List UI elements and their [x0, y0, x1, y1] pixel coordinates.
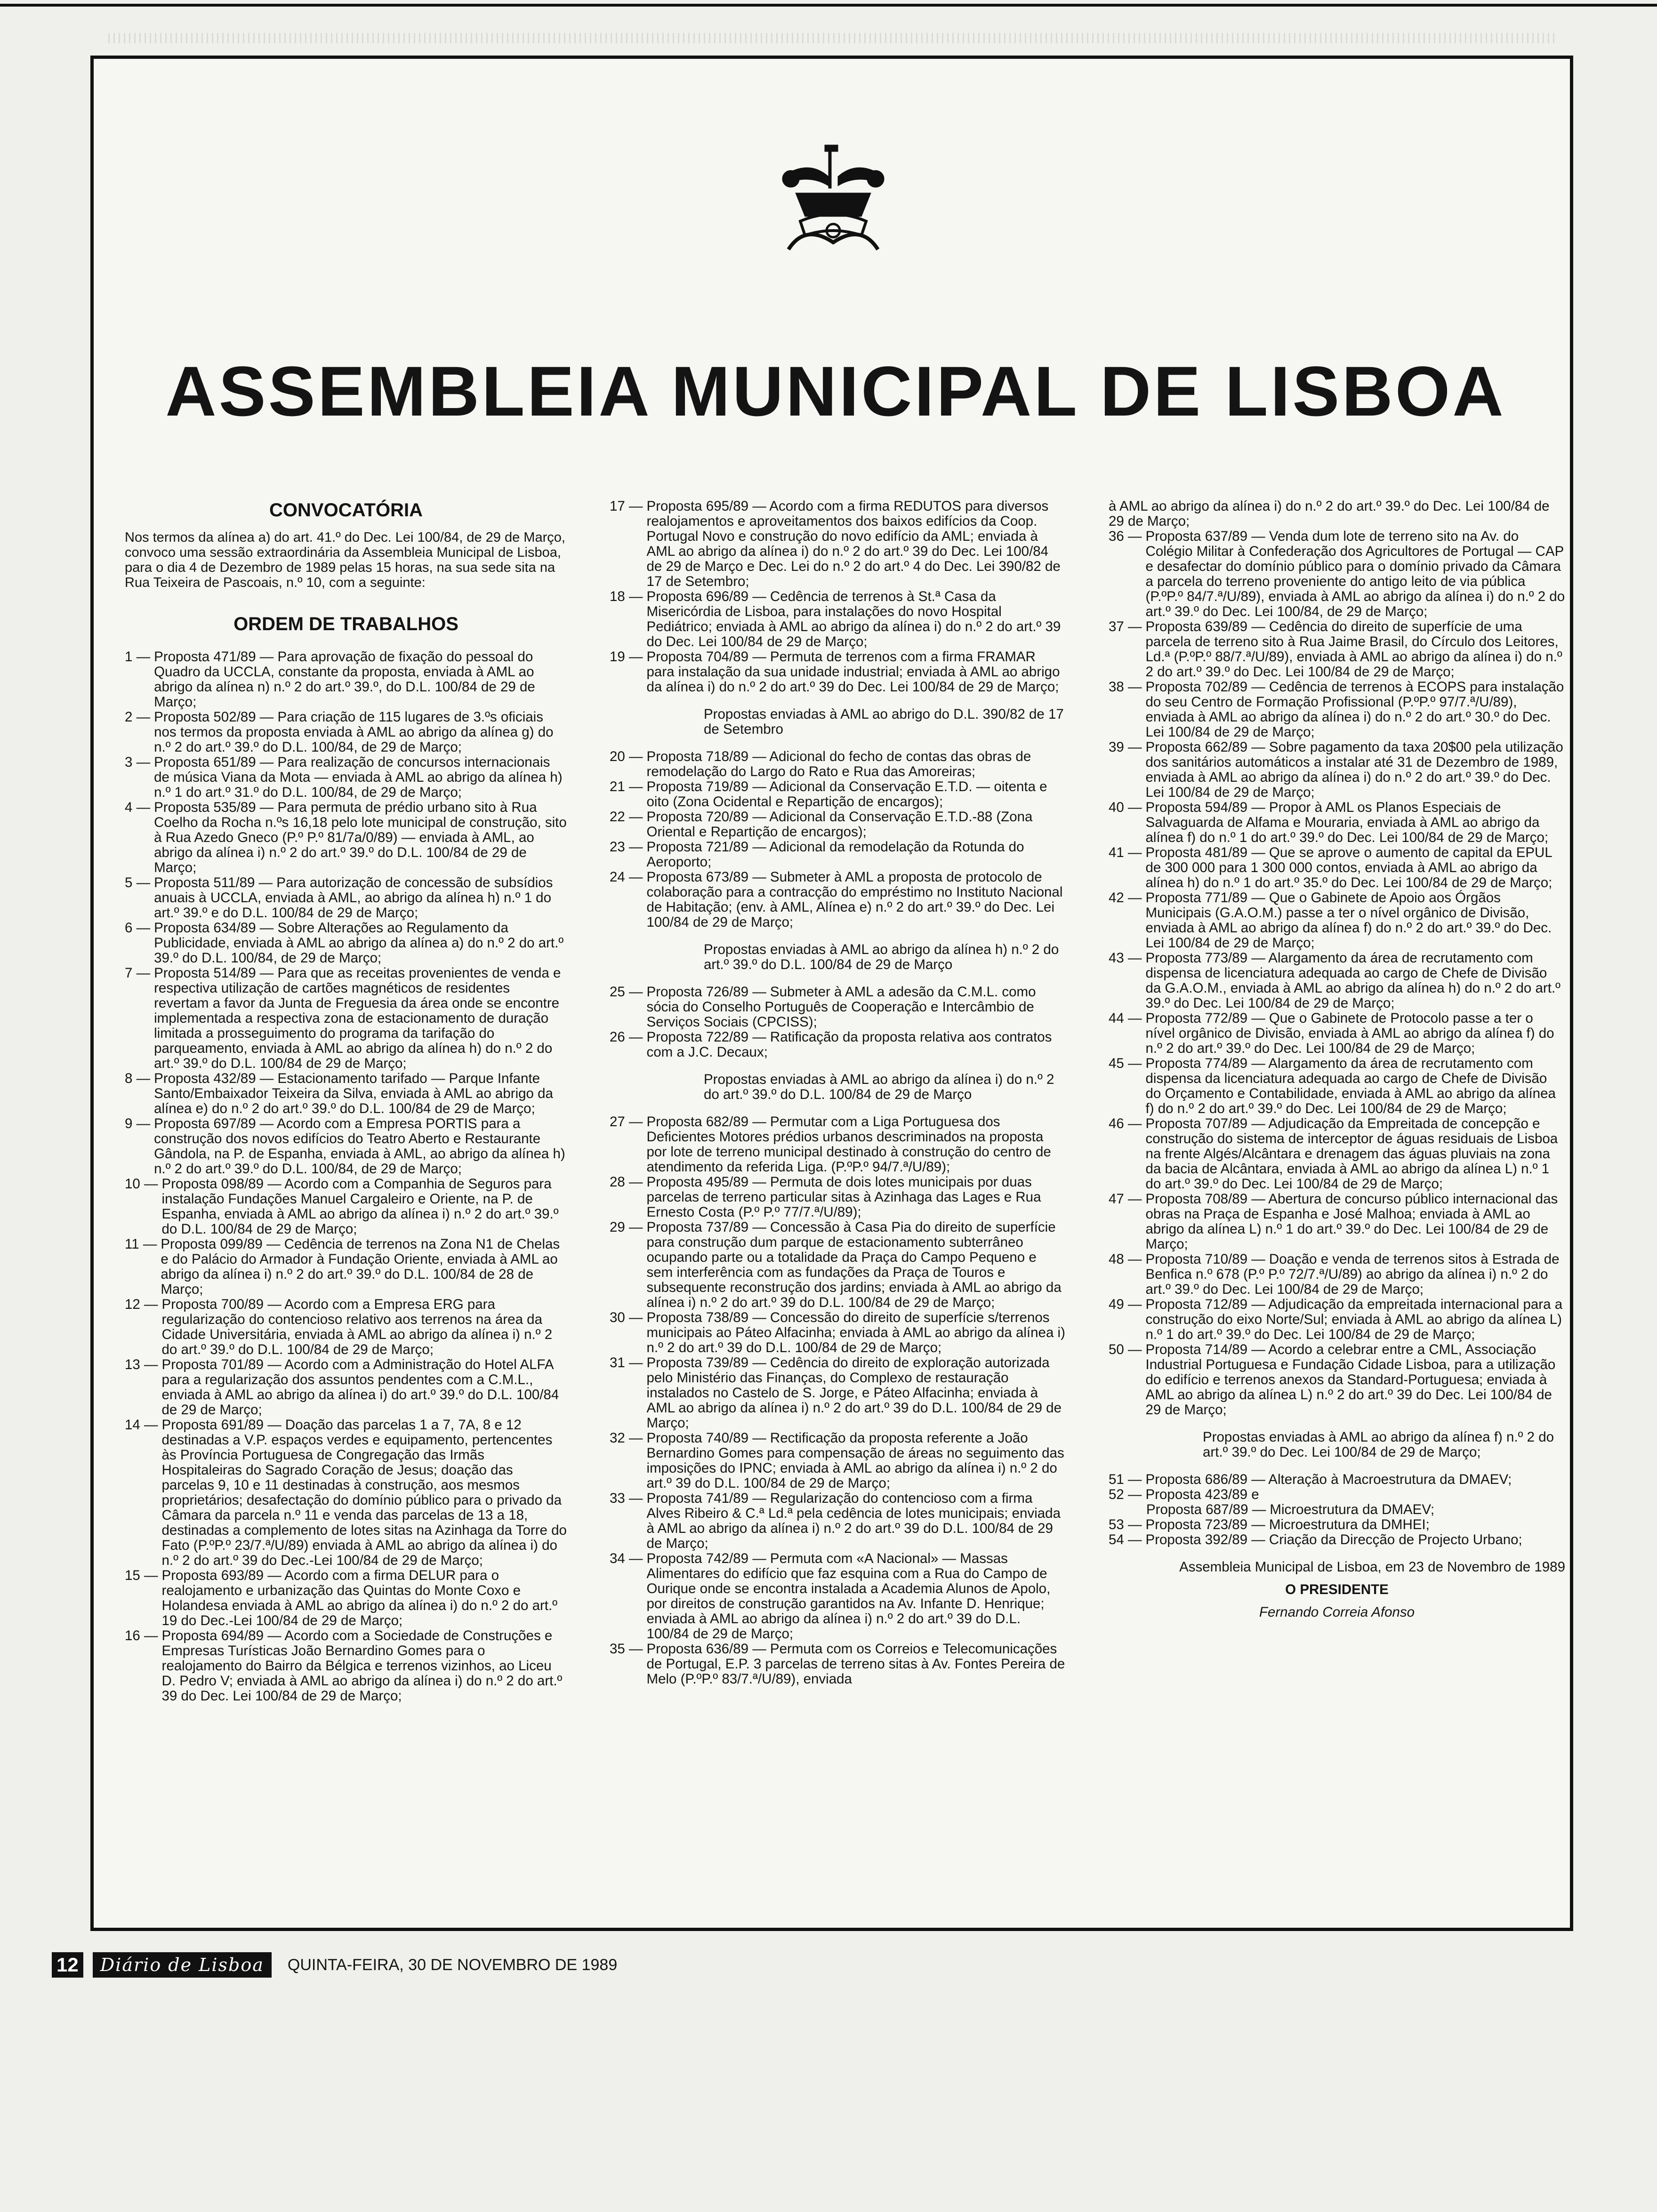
agenda-item-number: 44 —: [1109, 1010, 1142, 1026]
column-right: [1109, 499, 1565, 1620]
agenda-item: [610, 1030, 1066, 1060]
convocatoria-intro: Nos termos da alínea a) do art. 41.º do Dec. Lei 100/84, de 29 de Março, convoco uma sessão extraordinária da Assembleia Municipal de Lisboa, para o dia 4 de Dezembro de 1989 pelas 15 horas, na sua sede sita na Rua Teixeira de Pascoais, n.º 10, com a seguinte:: [125, 530, 565, 590]
agenda-item-number: 7 —: [125, 965, 151, 981]
agenda-item-text: Proposta 721/89 — Adicional da remodelação da Rotunda do Aeroporto;: [646, 839, 1024, 870]
agenda-item-number: 27 —: [610, 1114, 643, 1130]
agenda-item-number: 48 —: [1109, 1251, 1142, 1267]
agenda-item-text: Proposta 718/89 — Adicional do fecho de contas das obras de remodelação do Largo do Rato e Rua das Amoreiras;: [646, 749, 1031, 779]
agenda-sub-item: Proposta 687/89 — Microestrutura da DMAEV;: [1146, 1502, 1435, 1517]
agenda-item: [610, 649, 1066, 695]
agenda-item-number: 37 —: [1109, 619, 1142, 634]
agenda-item-number: 22 —: [610, 809, 643, 825]
agenda-item-number: 54 —: [1109, 1532, 1142, 1547]
agenda-item: [1109, 1192, 1565, 1252]
agenda-item-text: Proposta 673/89 — Submeter à AML a proposta de protocolo de colaboração para a contracção do empréstimo no Instituto Nacional de Habitação; (env. à AML, Alínea e) n.º 2 do art.º 39.º do Dec. Lei 100/84 de 29 de Março;: [646, 869, 1063, 930]
agenda-item-number: 47 —: [1109, 1191, 1142, 1207]
agenda-item-text: Proposta 771/89 — Que o Gabinete de Apoio aos Órgãos Municipais (G.A.O.M.) passe a ter o nível orgânico de Divisão, enviada à AML ao abrigo da alínea f) do n.º 2 do art.º 39.º do Dec. Lei 100/84 de 29 de Março;: [1145, 890, 1552, 951]
agenda-item-text: Proposta 722/89 — Ratificação da proposta relativa aos contratos com a J.C. Decaux;: [646, 1029, 1052, 1060]
agenda-item-number: 45 —: [1109, 1056, 1142, 1071]
page-footer: [52, 1952, 617, 1978]
agenda-item-number: 13 —: [125, 1357, 158, 1372]
agenda-item-text: Proposta 772/89 — Que o Gabinete de Protocolo passe a ter o nível orgânico de Divisão, enviada à AML ao abrigo da alínea f) do n.º 2 do art.º 39.º do Dec. Lei 100/84 de 29 de Março;: [1145, 1010, 1554, 1056]
agenda-item-number: 4 —: [125, 800, 151, 815]
agenda-item-text: Proposta 634/89 — Sobre Alterações ao Regulamento da Publicidade, enviada à AML ao abrigo da alínea a) do n.º 2 do art.º 39.º do D.L. 100/84, de 29 de Março;: [154, 920, 564, 966]
agenda-list-left: [125, 649, 567, 1704]
section-note: Propostas enviadas à AML ao abrigo do D.L. 390/82 de 17 de Setembro: [704, 706, 1064, 737]
agenda-item-text: Proposta 432/89 — Estacionamento tarifado — Parque Infante Santo/Embaixador Teixeira da Silva, enviada à AML ao abrigo da alínea e) do n.º 2 do art.º 39.º do D.L. 100/84 de 29 de Março;: [154, 1071, 553, 1116]
agenda-item-number: 41 —: [1109, 845, 1142, 860]
agenda-item: [125, 1418, 567, 1568]
agenda-item: [1109, 1011, 1565, 1056]
agenda-item-text: Proposta 708/89 — Abertura de concurso público internacional das obras na Praça de Espanha e José Malhoa; enviada à AML ao abrigo da alínea L) n.º 1 do art.º 39.º do Dec. Lei 100/84 de 29 de Março;: [1145, 1191, 1558, 1252]
agenda-item-text: Proposta 535/89 — Para permuta de prédio urbano sito à Rua Coelho da Rocha n.ºs 16,18 pelo lote municipal de construção, sito à Rua Azedo Gneco (P.º P.º 81/7a/0/89) — enviada à AML, ao abrigo da alínea i) n.º 2 do art.º 39.º do D.L. 100/84 de 29 de Março;: [154, 800, 567, 875]
agenda-item-number: 36 —: [1109, 529, 1142, 544]
ordem-trabalhos-heading: ORDEM DE TRABALHOS: [233, 614, 458, 634]
page-number: 12: [52, 1952, 83, 1978]
agenda-item-text: Proposta 739/89 — Cedência do direito de exploração autorizada pelo Ministério das Finanças, do Complexo de restauração instalados no Castelo de S. Jorge, e Páteo Alfacinha; enviada à AML ao abrigo da alínea i) n.º 2 do art.º 39 do D.L. 100/84 de 29 de Março;: [646, 1355, 1062, 1431]
agenda-item-number: 39 —: [1109, 739, 1142, 755]
agenda-item-number: 24 —: [610, 869, 643, 885]
agenda-item-text: Proposta 502/89 — Para criação de 115 lugares de 3.ºs oficiais nos termos da proposta enviada à AML ao abrigo da alínea g) do n.º 2 do art.º 39.º do D.L. 100/84, de 29 de Março;: [154, 709, 554, 755]
agenda-item: [125, 1357, 567, 1418]
agenda-item-text: Proposta 719/89 — Adicional da Conservação E.T.D. — oitenta e oito (Zona Ocidental e Repartição de encargos);: [646, 779, 1047, 809]
agenda-item-text: Proposta 741/89 — Regularização do contencioso com a firma Alves Ribeiro & C.ª Ld.ª pela cedência de lotes municipais; enviada à AML ao abrigo da alínea i) n.º 2 do art.º 39 do D.L. 100/84 de 29 de Março;: [646, 1491, 1061, 1551]
agenda-list-right: [1109, 499, 1565, 1547]
agenda-item: [1109, 1297, 1565, 1342]
agenda-item: [610, 1175, 1066, 1220]
agenda-item-text: Proposta 511/89 — Para autorização de concessão de subsídios anuais à UCCLA, enviada à AML, ao abrigo da alínea h) n.º 1 do art.º 39.º e do D.L. 100/84 de 29 de Março;: [154, 875, 553, 921]
agenda-item: [125, 1177, 567, 1237]
agenda-item: [1109, 845, 1565, 890]
agenda-item: [1109, 619, 1565, 680]
agenda-item: [1109, 951, 1565, 1011]
agenda-item-number: 5 —: [125, 875, 151, 890]
agenda-item-text: Proposta 098/89 — Acordo com a Companhia de Seguros para instalação Fundações Manuel Cargaleiro e Oriente, na P. de Espanha, enviada à AML ao abrigo da alínea i) n.º 2 do art.º 39.º do D.L. 100/84 de 29 de Março;: [161, 1176, 559, 1237]
agenda-item-text: Proposta 682/89 — Permutar com a Liga Portuguesa dos Deficientes Motores prédios urbanos descriminados na proposta por lote de terreno municipal destinado à construção do centro de atendimento da referida Liga. (P.ºP.º 94/7.ª/U/89);: [646, 1114, 1051, 1175]
agenda-item: [125, 649, 567, 710]
newspaper-masthead: Diário de Lisboa: [93, 1952, 272, 1978]
agenda-item: [125, 1237, 567, 1297]
agenda-item: [610, 1491, 1066, 1551]
section-note: Propostas enviadas à AML ao abrigo da alínea h) n.º 2 do art.º 39.º do D.L. 100/84 de 29 de Março: [704, 942, 1059, 972]
agenda-item: [1109, 680, 1565, 740]
agenda-item: [125, 710, 567, 755]
agenda-item-number: 52 —: [1109, 1487, 1142, 1502]
agenda-item-text: Proposta 639/89 — Cedência do direito de superfície de uma parcela de terreno sito à Rua Jaime Brasil, do Círculo dos Leitores, Ld.ª (P.ºP.º 88/7.ª/U/89), enviada à AML ao abrigo da alínea i) do n.º 2 do art.º 39.º do Dec. Lei 100/84 de 29 de Março;: [1145, 619, 1562, 680]
agenda-item: [125, 966, 567, 1071]
agenda-item-text: Proposta 471/89 — Para aprovação de fixação do pessoal do Quadro da UCCLA, constante da proposta, enviada à AML ao abrigo da alínea n) n.º 2 do art.º 39.º, do D.L. 100/84 de 29 de Março;: [154, 649, 535, 710]
agenda-item-text: Proposta 700/89 — Acordo com a Empresa ERG para regularização do contencioso relativo aos terrenos na área da Cidade Universitária, enviada à AML ao abrigo da alínea i) n.º 2 do art.º 39.º do D.L. 100/84 de 29 de Março;: [161, 1297, 553, 1357]
agenda-item-number: 53 —: [1109, 1517, 1142, 1532]
agenda-item-text: Proposta 710/89 — Doação e venda de terrenos sitos à Estrada de Benfica n.º 678 (P.º P.º 72/7.ª/U/89) ao abrigo da alínea i) n.º 2 do art.º 39.º do Dec. Lei 100/84 de 29 de Março;: [1145, 1251, 1560, 1297]
agenda-item: [125, 755, 567, 800]
agenda-item-number: 8 —: [125, 1071, 151, 1086]
agenda-item: [610, 840, 1066, 870]
agenda-item-text: Proposta 695/89 — Acordo com a firma REDUTOS para diversos realojamentos e aproveitamentos dos baixos edifícios da Coop. Portugal Novo e construção do novo edifício da AML; enviada à AML ao abrigo da alínea i) do n.º 2 do art.º 39 do Dec. Lei 100/84 de 29 de Março e Dec. Lei do n.º 2 do art.º 4 do Dec. Lei 390/82 de 17 de Setembro;: [646, 498, 1061, 589]
agenda-item-text: Proposta 738/89 — Concessão do direito de superfície s/terrenos municipais ao Páteo Alfacinha; enviada à AML ao abrigo da alínea i) n.º 2 do art.º 39 do D.L. 100/84 de 29 de Março;: [646, 1310, 1065, 1355]
agenda-item: [610, 1310, 1066, 1355]
agenda-item-number: 11 —: [125, 1236, 157, 1252]
agenda-item-number: 16 —: [125, 1628, 158, 1643]
agenda-item: [610, 870, 1066, 930]
agenda-item-text: Proposta 723/89 — Microestrutura da DMHEI;: [1145, 1517, 1430, 1532]
agenda-item-text: Proposta 637/89 — Venda dum lote de terreno sito na Av. do Colégio Militar à Confederação dos Agricultores de Portugal — CAP e desafectar do domínio público para o domínio privado da Câmara a parcela do terreno proveniente do antigo leito de via pública (P.ºP.º 84/7.ª/U/89), enviada à AML ao abrigo da alínea i) do n.º 2 do art.º 39.º do Dec. Lei 100/84, de 29 de Março;: [1145, 529, 1565, 619]
agenda-item-number: 34 —: [610, 1551, 643, 1566]
agenda-item: [125, 1628, 567, 1704]
agenda-item-text: Proposta 697/89 — Acordo com a Empresa PORTIS para a construção dos novos edifícios do Teatro Aberto e Restaurante Gândola, na P. de Espanha, enviada à AML, ao abrigo da alínea h) n.º 2 do art.º 39.º do D.L. 100/84, de 29 de Março;: [154, 1116, 565, 1177]
agenda-item-number: 12 —: [125, 1297, 158, 1312]
agenda-item: [125, 875, 567, 921]
agenda-item: [610, 779, 1066, 809]
agenda-item-text: Proposta 099/89 — Cedência de terrenos na Zona N1 de Chelas e do Palácio do Armador à Fundação Oriente, enviada à AML ao abrigo da alínea i) n.º 2 do art.º 39.º do D.L. 100/84 de 28 de Março;: [161, 1236, 560, 1297]
agenda-item: [1109, 529, 1565, 619]
agenda-item-number: 28 —: [610, 1174, 643, 1190]
closing-date-line: Assembleia Municipal de Lisboa, em 23 de Novembro de 1989: [1179, 1559, 1565, 1575]
agenda-item: [1109, 1487, 1565, 1502]
agenda-item: [610, 809, 1066, 840]
agenda-item: [125, 921, 567, 966]
agenda-item-number: 38 —: [1109, 679, 1142, 695]
agenda-list-middle: [610, 499, 1066, 1687]
agenda-item-number: 21 —: [610, 779, 643, 794]
agenda-item: [1109, 1252, 1565, 1297]
agenda-item-number: 10 —: [125, 1176, 158, 1192]
agenda-item-number: 30 —: [610, 1310, 643, 1325]
agenda-item-text: Proposta 694/89 — Acordo com a Sociedade de Construções e Empresas Turísticas João Bernardino Gomes para o realojamento do Bairro da Bélgica e terrenos vizinhos, ao Liceu D. Pedro V; enviada à AML ao abrigo da alínea i) do n.º 2 do art.º 39 do Dec. Lei 100/84 de 29 de Março;: [161, 1628, 563, 1704]
agenda-item: [610, 589, 1066, 649]
agenda-item: [610, 985, 1066, 1030]
agenda-item: [1109, 1342, 1565, 1418]
convocatoria-heading: CONVOCATÓRIA: [269, 500, 423, 521]
agenda-item: [610, 1551, 1066, 1642]
agenda-item-continuation: à AML ao abrigo da alínea i) do n.º 2 do art.º 39.º do Dec. Lei 100/84 de 29 de Março;: [1109, 498, 1550, 529]
agenda-item: [610, 499, 1066, 589]
agenda-item-number: 29 —: [610, 1219, 643, 1235]
agenda-item-number: 3 —: [125, 754, 151, 770]
top-rule: [0, 4, 1657, 7]
agenda-item: [125, 800, 567, 875]
agenda-item-text: Proposta 495/89 — Permuta de dois lotes municipais por duas parcelas de terreno particular sitas à Azinhaga das Lages e Rua Ernesto Costa (P.º P.º 77/7.ª/U/89);: [646, 1174, 1041, 1220]
lisbon-coat-of-arms-icon: [767, 141, 899, 259]
agenda-item-number: 40 —: [1109, 800, 1142, 815]
agenda-item-text: Proposta 726/89 — Submeter à AML a adesão da C.M.L. como sócia do Conselho Português de Cooperação e Intercâmbio de Serviços Sociais (CPCISS);: [646, 984, 1036, 1030]
agenda-item-number: 42 —: [1109, 890, 1142, 906]
agenda-item: [610, 749, 1066, 779]
agenda-item: [1109, 1056, 1565, 1116]
agenda-item: [610, 1114, 1066, 1175]
agenda-item-text: Proposta 693/89 — Acordo com a firma DELUR para o realojamento e urbanização das Quintas do Monte Coxo e Holandesa enviada à AML ao abrigo da alínea i) do n.º 2 do art.º 19 do Dec.-Lei 100/84 de 29 de Março;: [161, 1568, 557, 1628]
agenda-item-number: 20 —: [610, 749, 643, 764]
agenda-item-number: 1 —: [125, 649, 151, 665]
agenda-item-text: Proposta 737/89 — Concessão à Casa Pia do direito de superfície para construção dum parque de estacionamento subterrâneo ocupando parte ou a totalidade da Praça do Campo Pequeno e sem interferência com as fundações da Praça de Touros e subsequente reconstrução dos jardins; enviada à AML ao abrigo da alínea i) n.º 2 do art.º 39 do D.L. 100/84 de 29 de Março;: [646, 1219, 1062, 1310]
agenda-item-number: 33 —: [610, 1491, 643, 1506]
agenda-item: [610, 1220, 1066, 1310]
agenda-item: [1109, 1517, 1565, 1532]
president-title: O PRESIDENTE: [1285, 1582, 1389, 1597]
agenda-item: [610, 1642, 1066, 1687]
agenda-item: [1109, 890, 1565, 951]
agenda-item-text: Proposta 651/89 — Para realização de concursos internacionais de música Viana da Mota — enviada à AML ao abrigo da alínea h) n.º 1 do art.º 31.º do D.L. 100/84, de 29 de Março;: [154, 754, 563, 800]
agenda-item-number: 31 —: [610, 1355, 643, 1370]
agenda-item-number: 25 —: [610, 984, 643, 1000]
section-note: Propostas enviadas à AML ao abrigo da alínea f) n.º 2 do art.º 39.º do Dec. Lei 100/84 de 29 de Março;: [1203, 1429, 1554, 1460]
agenda-item-number: 26 —: [610, 1029, 643, 1045]
agenda-item-text: Proposta 691/89 — Doação das parcelas 1 a 7, 7A, 8 e 12 destinadas a V.P. espaços verdes e equipamento, pertencentes às Província Portuguesa de Congregação das Irmãs Hospitaleiras do Sagrado Coração de Jesus; doação das parcelas 9, 10 e 11 destinadas à construção, aos mesmos proprietários; desafectação do domínio público para o privado da Câmara da parcela n.º 11 e venda das parcelas de 13 a 18, destinadas a complemento de lotes sitas na Azinhaga da Torre do Fato (P.ºP.º 23/7.ª/U/89) enviada à AML ao abrigo da alínea i) do n.º 2 do art.º 39 do Dec.-Lei 100/84 de 29 de Março;: [161, 1417, 567, 1568]
agenda-item-text: Proposta 662/89 — Sobre pagamento da taxa 20$00 pela utilização dos sanitários automáticos a instalar até 31 de Dezembro de 1989, enviada à AML ao abrigo da alínea i) do n.º 2 do art.º 39.º do Dec. Lei 100/84 de 29 de Março;: [1145, 739, 1563, 800]
agenda-item: [125, 1071, 567, 1116]
agenda-item-text: Proposta 481/89 — Que se aprove o aumento de capital da EPUL de 300 000 para 1 300 000 contos, enviada à AML ao abrigo da alínea h) do n.º 1 do art.º 35.º do Dec. Lei 100/84 de 29 de Março;: [1145, 845, 1552, 890]
agenda-item-text: Proposta 696/89 — Cedência de terrenos à St.ª Casa da Misericórdia de Lisboa, para instalações do novo Hospital Pediátrico; enviada à AML ao abrigo da alínea i) do n.º 2 do art.º 39 do Dec. Lei 100/84 de 29 de Março;: [646, 589, 1061, 649]
agenda-item: [610, 1431, 1066, 1491]
agenda-item: [1109, 800, 1565, 845]
agenda-item-text: Proposta 740/89 — Rectificação da proposta referente a João Bernardino Gomes para compensação de áreas no seguimento das imposições do IPNC; enviada à AML ao abrigo da alínea i) n.º 2 do art.º 39 do D.L. 100/84 de 29 de Março;: [646, 1430, 1064, 1491]
agenda-item-number: 15 —: [125, 1568, 158, 1583]
agenda-item-text: Proposta 423/89 e: [1145, 1487, 1259, 1502]
agenda-item-number: 18 —: [610, 589, 643, 604]
agenda-item-text: Proposta 774/89 — Alargamento da área de recrutamento com dispensa da licenciatura adequada ao cargo de Chefe de Divisão do Orçamento e Contabilidade, enviada à AML ao abrigo da alínea f) do n.º 2 do art.º 39.º do Dec. Lei 100/84 de 29 de Março;: [1145, 1056, 1556, 1116]
agenda-item: [125, 1568, 567, 1628]
agenda-item-number: 9 —: [125, 1116, 151, 1131]
agenda-item-number: 35 —: [610, 1641, 643, 1657]
agenda-item-text: Proposta 707/89 — Adjudicação da Empreitada de concepção e construção do sistema de interceptor de águas residuais de Lisboa na frente Algés/Alcântara e drenagem das águas pluviais na zona da bacia de Alcântara, enviada à AML ao abrigo da alínea L) n.º 1 do art.º 39.º do Dec. Lei 100/84 de 29 de Março;: [1145, 1116, 1558, 1192]
agenda-item-text: Proposta 742/89 — Permuta com «A Nacional» — Massas Alimentares do edifício que faz esquina com a Rua do Campo de Ourique onde se encontra instalada a Academia Alunos de Apolo, por direitos de construção garantidos na Av. Infante D. Henrique; enviada à AML ao abrigo da alínea i) n.º 2 do art.º 39 do D.L. 100/84 de 29 de Março;: [646, 1551, 1051, 1642]
agenda-item-number: 32 —: [610, 1430, 643, 1446]
column-left: [125, 499, 567, 1704]
agenda-item-text: Proposta 773/89 — Alargamento da área de recrutamento com dispensa de licenciatura adequada ao cargo de Chefe de Divisão da G.A.O.M., enviada à AML ao abrigo da alínea h) do n.º 2 do art.º 39.º do Dec. Lei 100/84 de 29 de Março;: [1145, 950, 1560, 1011]
agenda-item-text: Proposta 704/89 — Permuta de terrenos com a firma FRAMAR para instalação da sua unidade industrial; enviada à AML ao abrigo da alínea i) do n.º 2 do art.º 39 do Dec. Lei 100/84 de 29 de Março;: [646, 649, 1060, 695]
agenda-item: [1109, 1472, 1565, 1487]
page-title: ASSEMBLEIA MUNICIPAL DE LISBOA: [165, 351, 1506, 431]
print-margin-noise: [108, 33, 1558, 43]
agenda-item-number: 19 —: [610, 649, 643, 665]
agenda-item-number: 2 —: [125, 709, 151, 725]
agenda-item-number: 23 —: [610, 839, 643, 855]
agenda-item-number: 50 —: [1109, 1342, 1142, 1357]
agenda-item-text: Proposta 392/89 — Criação da Direcção de Projecto Urbano;: [1145, 1532, 1522, 1547]
agenda-item: [1109, 1116, 1565, 1192]
section-note: Propostas enviadas à AML ao abrigo da alínea i) do n.º 2 do art.º 39.º do D.L. 100/84 de 29 de Março: [704, 1072, 1054, 1102]
agenda-item: [1109, 740, 1565, 800]
agenda-item-text: Proposta 686/89 — Alteração à Macroestrutura da DMAEV;: [1145, 1472, 1512, 1487]
agenda-item-text: Proposta 702/89 — Cedência de terrenos à ECOPS para instalação do seu Centro de Formação Profissional (P.ºP.º 97/7.ª/U/89), enviada à AML ao abrigo da alínea i) do n.º 2 do art.º 30.º do Dec. Lei 100/84 de 29 de Março;: [1145, 679, 1564, 740]
agenda-item-text: Proposta 712/89 — Adjudicação da empreitada internacional para a construção do eixo Norte/Sul; enviada à AML ao abrigo da alínea L) n.º 1 do art.º 39.º do Dec. Lei 100/84 de 29 de Março;: [1145, 1297, 1563, 1342]
agenda-item-number: 51 —: [1109, 1472, 1142, 1487]
agenda-item: [125, 1116, 567, 1177]
agenda-item-text: Proposta 720/89 — Adicional da Conservação E.T.D.-88 (Zona Oriental e Repartição de encargos);: [646, 809, 1033, 840]
agenda-item-number: 14 —: [125, 1417, 158, 1433]
agenda-item-text: Proposta 701/89 — Acordo com a Administração do Hotel ALFA para a regularização dos assuntos pendentes com a C.M.L., enviada à AML ao abrigo da alínea i) do art.º 39.º do D.L. 100/84 de 29 de Março;: [161, 1357, 559, 1418]
agenda-item-text: Proposta 594/89 — Propor à AML os Planos Especiais de Salvaguarda de Alfama e Mouraria, enviada à AML ao abrigo da alínea f) do n.º 1 do art.º 39.º do Dec. Lei 100/84 de 29 de Março;: [1145, 800, 1549, 845]
agenda-item-number: 46 —: [1109, 1116, 1142, 1131]
agenda-item: [610, 1355, 1066, 1431]
agenda-item-text: Proposta 636/89 — Permuta com os Correios e Telecomunicações de Portugal, E.P. 3 parcelas de terreno sitas à Av. Fontes Pereira de Melo (P.ºP.º 83/7.ª/U/89), enviada: [646, 1641, 1065, 1687]
agenda-item: [125, 1297, 567, 1357]
agenda-item-number: 17 —: [610, 498, 643, 514]
agenda-item-number: 43 —: [1109, 950, 1142, 966]
agenda-item-text: Proposta 714/89 — Acordo a celebrar entre a CML, Associação Industrial Portuguesa e Fundação Cidade Lisboa, para a utilização do edifício e terrenos anexos da Standard-Portuguesa; enviada à AML ao abrigo da alínea L) n.º 2 do art.º 39 do Dec. Lei 100/84 de 29 de Março;: [1145, 1342, 1556, 1418]
president-signature: Fernando Correia Afonso: [1259, 1604, 1415, 1620]
agenda-item-number: 6 —: [125, 920, 151, 936]
agenda-item-text: Proposta 514/89 — Para que as receitas provenientes de venda e respectiva utilização de cartões magnéticos de residentes revertam a favor da Junta de Freguesia da área onde se encontre implementada a respectiva zona de estacionamento de duração limitada a prosseguimento do programa da tarifação do parqueamento, enviada à AML ao abrigo da alínea h) do n.º 2 do art.º 39.º do D.L. 100/84 de 29 de Março;: [154, 965, 561, 1071]
agenda-item: [1109, 1532, 1565, 1547]
agenda-item-number: 49 —: [1109, 1297, 1142, 1312]
issue-date: QUINTA-FEIRA, 30 DE NOVEMBRO DE 1989: [287, 1956, 618, 1974]
